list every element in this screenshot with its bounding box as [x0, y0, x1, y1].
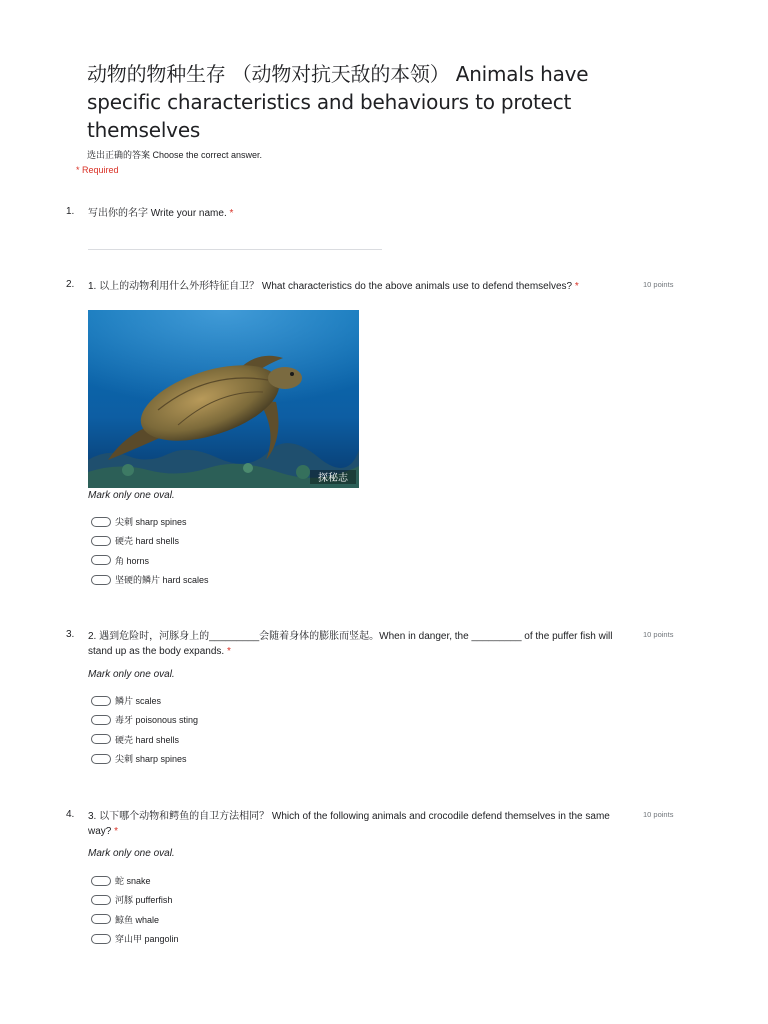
- required-asterisk: *: [574, 281, 579, 292]
- name-answer-field[interactable]: [88, 249, 382, 250]
- mark-note: Mark only one oval.: [88, 848, 175, 859]
- question-number: 4.: [66, 809, 75, 820]
- option-label: 尖刺 sharp spines: [115, 754, 187, 765]
- question-text: [88, 809, 633, 839]
- option[interactable]: [91, 910, 179, 929]
- required-note: * Required: [76, 165, 119, 175]
- points-label: 10 points: [643, 280, 674, 289]
- option-label: 坚硬的鳞片 hard scales: [115, 575, 209, 586]
- option-label: 毒牙 poisonous sting: [115, 715, 199, 726]
- option[interactable]: [91, 710, 198, 729]
- option[interactable]: [91, 531, 209, 550]
- option[interactable]: [91, 929, 179, 948]
- options-q3: [91, 691, 198, 768]
- required-asterisk: *: [229, 208, 234, 219]
- option[interactable]: [91, 730, 198, 749]
- option[interactable]: [91, 871, 179, 890]
- sea-turtle-image: [88, 310, 359, 488]
- option-label: 尖刺 sharp spines: [115, 517, 187, 528]
- option[interactable]: [91, 570, 209, 589]
- question-label: 写出你的名字 Write your name.: [88, 208, 227, 219]
- form-header: [87, 60, 647, 161]
- question-text: [88, 206, 633, 221]
- oval-radio[interactable]: [91, 575, 111, 585]
- question-number: 3.: [66, 629, 75, 640]
- option[interactable]: [91, 551, 209, 570]
- oval-radio[interactable]: [91, 914, 111, 924]
- option[interactable]: [91, 749, 198, 768]
- oval-radio[interactable]: [91, 715, 111, 725]
- option-label: 穿山甲 pangolin: [115, 934, 179, 945]
- image-watermark: 探秘志: [318, 473, 348, 484]
- oval-radio[interactable]: [91, 754, 111, 764]
- question-text: [88, 279, 633, 294]
- points-label: 10 points: [643, 810, 674, 819]
- oval-radio[interactable]: [91, 934, 111, 944]
- option-label: 蛇 snake: [115, 876, 151, 887]
- oval-radio[interactable]: [91, 876, 111, 886]
- form-title: 动物的物种生存 （动物对抗天敌的本领） Animals have specific characteristics and behaviours to protect themselves: [87, 62, 589, 142]
- option[interactable]: [91, 691, 198, 710]
- option-label: 硬壳 hard shells: [115, 734, 180, 745]
- question-number: 2.: [66, 279, 75, 290]
- option-label: 硬壳 hard shells: [115, 536, 180, 547]
- question-label: 2. 遇到危险时，河豚身上的_________会随着身体的膨胀而竖起。When in danger, the _________ of the puffer fish will stand up as the body expands.: [88, 631, 613, 657]
- form-description: 选出正确的答案 Choose the correct answer.: [87, 150, 263, 160]
- oval-radio[interactable]: [91, 517, 111, 527]
- oval-radio[interactable]: [91, 734, 111, 744]
- oval-radio[interactable]: [91, 895, 111, 905]
- option[interactable]: [91, 890, 179, 909]
- required-asterisk: *: [227, 646, 231, 657]
- mark-note: Mark only one oval.: [88, 669, 175, 680]
- points-label: 10 points: [643, 630, 674, 639]
- option-label: 鳞片 scales: [115, 696, 162, 707]
- oval-radio[interactable]: [91, 555, 111, 565]
- option-label: 角 horns: [115, 555, 150, 566]
- mark-note: Mark only one oval.: [88, 490, 175, 501]
- required-asterisk: *: [114, 826, 119, 837]
- option-label: 河豚 pufferfish: [115, 895, 173, 906]
- options-q2: [91, 512, 209, 589]
- question-text: [88, 629, 633, 659]
- oval-radio[interactable]: [91, 536, 111, 546]
- options-q4: [91, 871, 179, 948]
- option[interactable]: [91, 512, 209, 531]
- question-number: 1.: [66, 206, 75, 217]
- oval-radio[interactable]: [91, 696, 111, 706]
- question-label: 3. 以下哪个动物和鳄鱼的自卫方法相同？ Which of the following animals and crocodile defend themselves in the same way?: [88, 811, 610, 837]
- option-label: 鲸鱼 whale: [115, 914, 160, 925]
- question-label: 1. 以上的动物利用什么外形特征自卫？ What characteristics do the above animals use to defend themselves?: [88, 281, 573, 292]
